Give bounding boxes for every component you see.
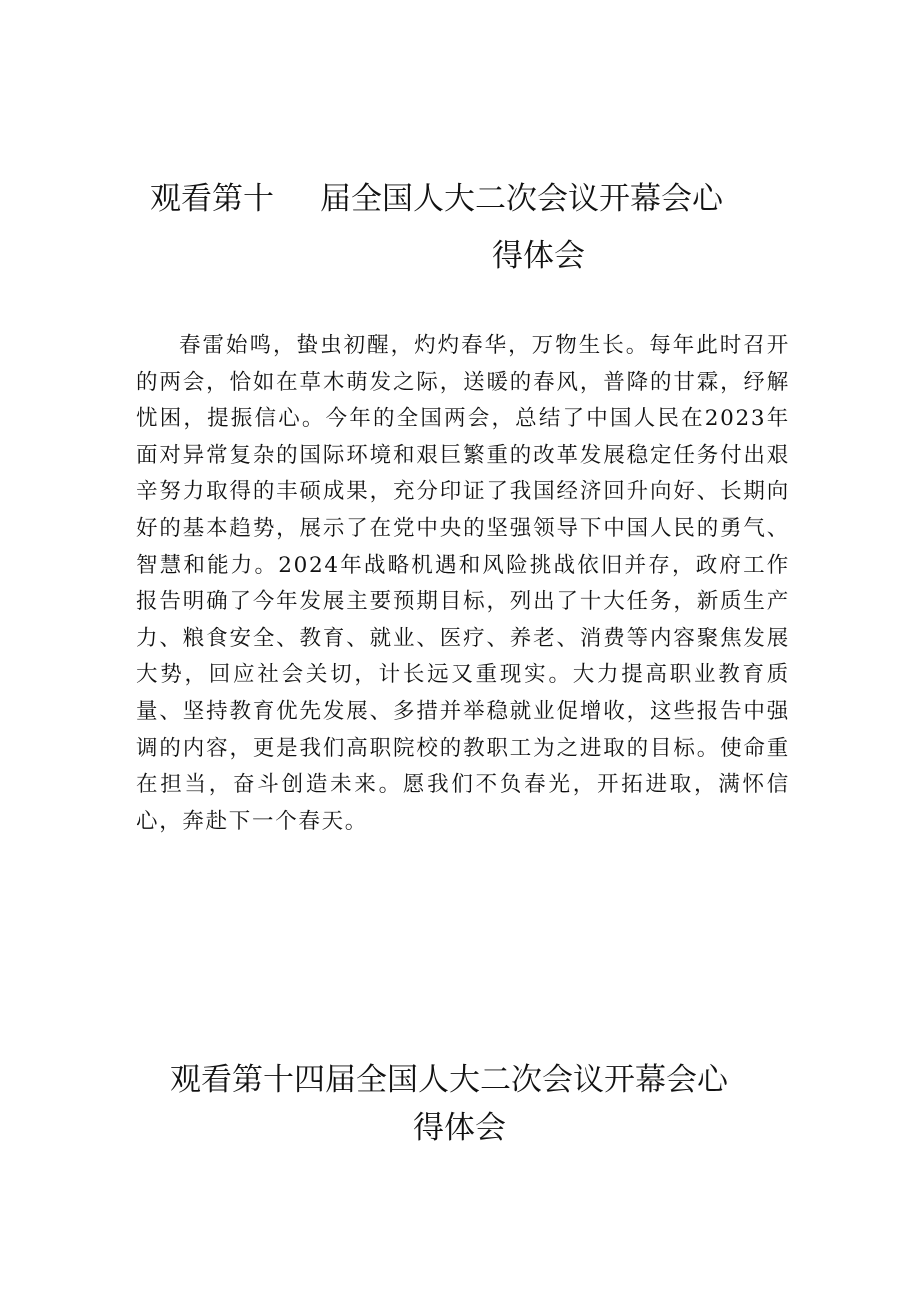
article-title-2-line-2: 得体会	[413, 1110, 506, 1146]
article-title-1-part-1: 观看第十	[150, 181, 274, 217]
article-title-1-line-2: 得体会	[492, 238, 585, 274]
article-title-1-part-2: 届全国人大二次会议开幕会心	[320, 181, 723, 217]
article-body-paragraph: 春雷始鸣，蛰虫初醒，灼灼春华，万物生长。每年此时召开的两会，恰如在草木萌发之际，送暖的春风，普降的甘霖，纾解忧困，提振信心。今年的全国两会，总结了中国人民在2023年面对异常复杂的国际环境和艰巨繁重的改革发展稳定任务付出艰辛努力取得的丰硕成果，充分印证了我国经济回升向好、长期向好的基本趋势，展示了在党中央的坚强领导下中国人民的勇气、智慧和能力。2024年战略机遇和风险挑战依旧并存，政府工作报告明确了今年发展主要预期目标，列出了十大任务，新质生产力、粮食安全、教育、就业、医疗、养老、消费等内容聚焦发展大势，回应社会关切，计长远又重现实。大力提高职业教育质量、坚持教育优先发展、多措并举稳就业促增收，这些报告中强调的内容，更是我们高职院校的教职工为之进取的目标。使命重在担当，奋斗创造未来。愿我们不负春光，开拓进取，满怀信心，奔赴下一个春天。	[136, 333, 790, 834]
article-title-1-line-1	[150, 177, 723, 221]
article-title-2-line-1: 观看第十四届全国人大二次会议开幕会心	[170, 1062, 728, 1098]
